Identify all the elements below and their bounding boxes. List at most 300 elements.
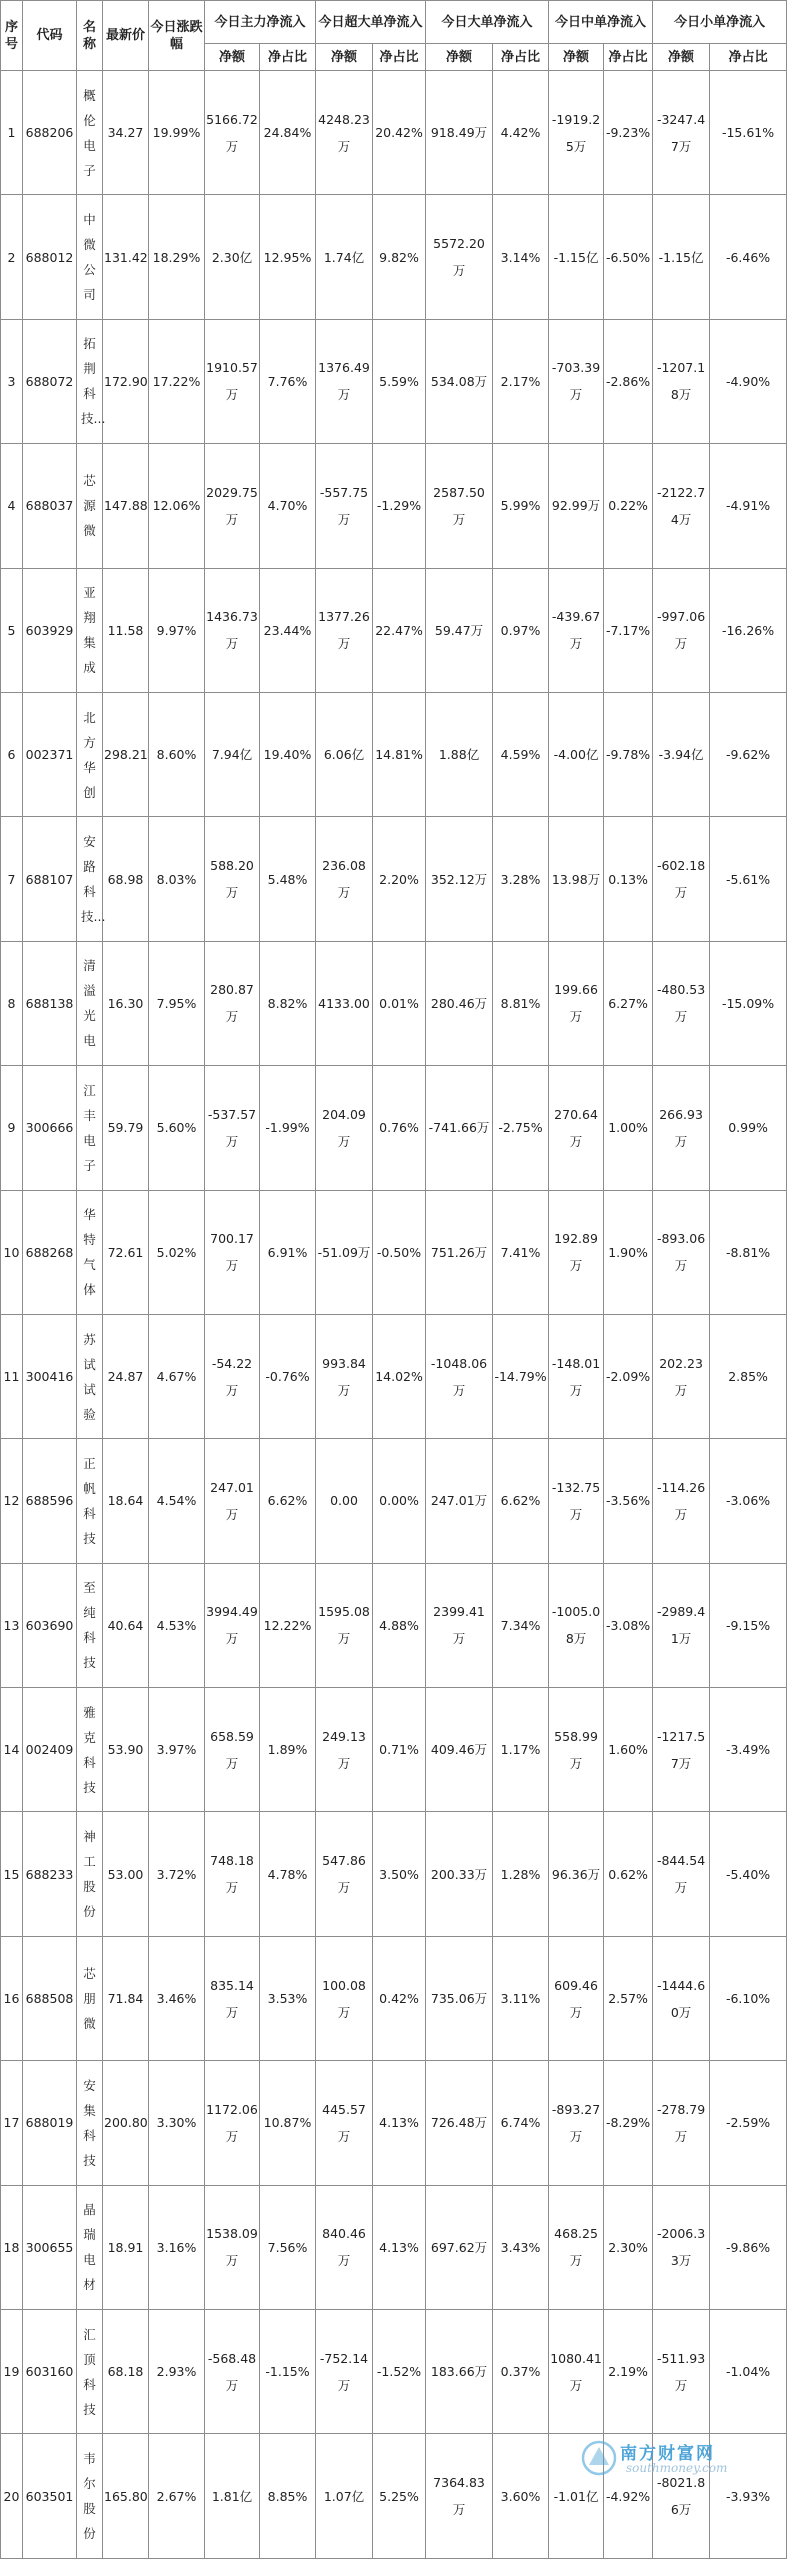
super-net-amount: -752.14万 — [316, 2310, 373, 2434]
main-net-amount: 7.94亿 — [205, 692, 260, 816]
row-index: 10 — [1, 1190, 23, 1314]
small-net-ratio: -8.81% — [710, 1190, 787, 1314]
latest-price: 53.00 — [103, 1812, 149, 1936]
table-row — [1, 319, 787, 443]
table-row — [1, 1688, 787, 1812]
main-net-amount: 1436.73万 — [205, 568, 260, 692]
table-row — [1, 444, 787, 568]
stock-name: 华特气体 — [77, 1190, 103, 1314]
stock-code: 688508 — [23, 1936, 77, 2060]
latest-price: 18.64 — [103, 1439, 149, 1563]
super-net-amount: -51.09万 — [316, 1190, 373, 1314]
stock-code: 688268 — [23, 1190, 77, 1314]
super-net-ratio: 22.47% — [373, 568, 426, 692]
medium-net-amount: -703.39万 — [549, 319, 604, 443]
table-row — [1, 2185, 787, 2309]
small-net-ratio: -15.61% — [710, 71, 787, 195]
change-pct: 5.60% — [149, 1066, 205, 1190]
row-index: 7 — [1, 817, 23, 941]
stock-code: 688019 — [23, 2061, 77, 2185]
medium-net-amount: -1.15亿 — [549, 195, 604, 319]
change-pct: 8.60% — [149, 692, 205, 816]
table-row — [1, 1936, 787, 2060]
super-net-amount: 100.08万 — [316, 1936, 373, 2060]
table-row — [1, 941, 787, 1065]
super-net-amount: 445.57万 — [316, 2061, 373, 2185]
main-net-ratio: 3.53% — [260, 1936, 316, 2060]
header-code: 代码 — [23, 1, 77, 71]
subheader-net-amount: 净额 — [426, 44, 493, 71]
change-pct: 18.29% — [149, 195, 205, 319]
main-net-ratio: 10.87% — [260, 2061, 316, 2185]
stock-name: 神工股份 — [77, 1812, 103, 1936]
header-medium-flow: 今日中单净流入 — [549, 1, 653, 44]
large-net-amount: 697.62万 — [426, 2185, 493, 2309]
small-net-ratio: -3.93% — [710, 2434, 787, 2558]
small-net-amount: 266.93万 — [653, 1066, 710, 1190]
header-index: 序号 — [1, 1, 23, 71]
small-net-amount: -1.15亿 — [653, 195, 710, 319]
medium-net-ratio: 1.60% — [604, 1688, 653, 1812]
medium-net-ratio: 1.90% — [604, 1190, 653, 1314]
small-net-ratio: -9.62% — [710, 692, 787, 816]
large-net-ratio: 0.37% — [493, 2310, 549, 2434]
small-net-amount: -3.94亿 — [653, 692, 710, 816]
latest-price: 24.87 — [103, 1314, 149, 1438]
main-net-ratio: 23.44% — [260, 568, 316, 692]
medium-net-amount: 270.64万 — [549, 1066, 604, 1190]
header-price: 最新价 — [103, 1, 149, 71]
large-net-amount: 751.26万 — [426, 1190, 493, 1314]
main-net-ratio: -1.15% — [260, 2310, 316, 2434]
stock-name: 北方华创 — [77, 692, 103, 816]
medium-net-amount: 92.99万 — [549, 444, 604, 568]
medium-net-ratio: 2.57% — [604, 1936, 653, 2060]
super-net-ratio: 0.76% — [373, 1066, 426, 1190]
latest-price: 131.42 — [103, 195, 149, 319]
latest-price: 298.21 — [103, 692, 149, 816]
table-row — [1, 2434, 787, 2558]
table-row — [1, 1439, 787, 1563]
large-net-amount: 200.33万 — [426, 1812, 493, 1936]
small-net-ratio: -5.40% — [710, 1812, 787, 1936]
subheader-net-ratio: 净占比 — [604, 44, 653, 71]
small-net-amount: -114.26万 — [653, 1439, 710, 1563]
large-net-amount: 918.49万 — [426, 71, 493, 195]
super-net-amount: 6.06亿 — [316, 692, 373, 816]
large-net-amount: 5572.20万 — [426, 195, 493, 319]
change-pct: 3.16% — [149, 2185, 205, 2309]
table-row — [1, 1190, 787, 1314]
main-net-amount: 1538.09万 — [205, 2185, 260, 2309]
super-net-amount: 236.08万 — [316, 817, 373, 941]
super-net-ratio: 14.02% — [373, 1314, 426, 1438]
latest-price: 53.90 — [103, 1688, 149, 1812]
super-net-ratio: 20.42% — [373, 71, 426, 195]
stock-name: 安路科技... — [77, 817, 103, 941]
large-net-amount: 247.01万 — [426, 1439, 493, 1563]
stock-code: 688072 — [23, 319, 77, 443]
super-net-amount: 1.07亿 — [316, 2434, 373, 2558]
large-net-amount: 2399.41万 — [426, 1563, 493, 1687]
change-pct: 3.30% — [149, 2061, 205, 2185]
stock-code: 688012 — [23, 195, 77, 319]
main-net-amount: -54.22万 — [205, 1314, 260, 1438]
small-net-ratio: -4.90% — [710, 319, 787, 443]
stock-name: 正帆科技 — [77, 1439, 103, 1563]
main-net-amount: 1910.57万 — [205, 319, 260, 443]
latest-price: 11.58 — [103, 568, 149, 692]
stock-name: 芯源微 — [77, 444, 103, 568]
subheader-net-amount: 净额 — [316, 44, 373, 71]
medium-net-amount: -1005.08万 — [549, 1563, 604, 1687]
table-row — [1, 817, 787, 941]
stock-code: 603160 — [23, 2310, 77, 2434]
small-net-amount: -893.06万 — [653, 1190, 710, 1314]
change-pct: 19.99% — [149, 71, 205, 195]
small-net-ratio: -6.10% — [710, 1936, 787, 2060]
stock-name: 苏试试验 — [77, 1314, 103, 1438]
stock-code: 688107 — [23, 817, 77, 941]
watermark-en: southmoney.com — [626, 2461, 728, 2475]
large-net-amount: 534.08万 — [426, 319, 493, 443]
super-net-amount: 840.46万 — [316, 2185, 373, 2309]
medium-net-amount: -132.75万 — [549, 1439, 604, 1563]
medium-net-amount: 468.25万 — [549, 2185, 604, 2309]
large-net-ratio: 7.41% — [493, 1190, 549, 1314]
row-index: 17 — [1, 2061, 23, 2185]
large-net-amount: 280.46万 — [426, 941, 493, 1065]
large-net-ratio: -2.75% — [493, 1066, 549, 1190]
subheader-net-amount: 净额 — [205, 44, 260, 71]
row-index: 15 — [1, 1812, 23, 1936]
medium-net-ratio: 1.00% — [604, 1066, 653, 1190]
large-net-ratio: 7.34% — [493, 1563, 549, 1687]
stock-code: 688037 — [23, 444, 77, 568]
stock-name: 芯朋微 — [77, 1936, 103, 2060]
super-net-ratio: 0.71% — [373, 1688, 426, 1812]
row-index: 9 — [1, 1066, 23, 1190]
stock-name: 江丰电子 — [77, 1066, 103, 1190]
table-row — [1, 692, 787, 816]
stock-code: 002409 — [23, 1688, 77, 1812]
table-row — [1, 2310, 787, 2434]
latest-price: 18.91 — [103, 2185, 149, 2309]
row-index: 11 — [1, 1314, 23, 1438]
latest-price: 34.27 — [103, 71, 149, 195]
super-net-ratio: 14.81% — [373, 692, 426, 816]
stock-code: 002371 — [23, 692, 77, 816]
row-index: 4 — [1, 444, 23, 568]
small-net-ratio: -1.04% — [710, 2310, 787, 2434]
row-index: 8 — [1, 941, 23, 1065]
medium-net-amount: -1.01亿 — [549, 2434, 604, 2558]
super-net-ratio: 0.00% — [373, 1439, 426, 1563]
medium-net-amount: 199.66万 — [549, 941, 604, 1065]
medium-net-ratio: 0.22% — [604, 444, 653, 568]
medium-net-ratio: 2.19% — [604, 2310, 653, 2434]
latest-price: 147.88 — [103, 444, 149, 568]
main-net-ratio: 7.76% — [260, 319, 316, 443]
super-net-amount: 993.84万 — [316, 1314, 373, 1438]
main-net-amount: 835.14万 — [205, 1936, 260, 2060]
super-net-ratio: 0.01% — [373, 941, 426, 1065]
change-pct: 8.03% — [149, 817, 205, 941]
change-pct: 9.97% — [149, 568, 205, 692]
small-net-amount: -2122.74万 — [653, 444, 710, 568]
main-net-amount: 280.87万 — [205, 941, 260, 1065]
table-row — [1, 1066, 787, 1190]
main-net-ratio: 24.84% — [260, 71, 316, 195]
header-main-flow: 今日主力净流入 — [205, 1, 316, 44]
small-net-amount: -602.18万 — [653, 817, 710, 941]
large-net-amount: -741.66万 — [426, 1066, 493, 1190]
medium-net-ratio: -8.29% — [604, 2061, 653, 2185]
super-net-amount: 249.13万 — [316, 1688, 373, 1812]
subheader-net-amount: 净额 — [549, 44, 604, 71]
stock-code: 688233 — [23, 1812, 77, 1936]
large-net-amount: 409.46万 — [426, 1688, 493, 1812]
main-net-ratio: -1.99% — [260, 1066, 316, 1190]
main-net-amount: 588.20万 — [205, 817, 260, 941]
row-index: 18 — [1, 2185, 23, 2309]
super-net-ratio: -0.50% — [373, 1190, 426, 1314]
main-net-amount: 5166.72万 — [205, 71, 260, 195]
small-net-ratio: 0.99% — [710, 1066, 787, 1190]
medium-net-amount: 609.46万 — [549, 1936, 604, 2060]
main-net-ratio: 4.78% — [260, 1812, 316, 1936]
main-net-ratio: 19.40% — [260, 692, 316, 816]
super-net-amount: 4248.23万 — [316, 71, 373, 195]
medium-net-amount: 558.99万 — [549, 1688, 604, 1812]
main-net-amount: 658.59万 — [205, 1688, 260, 1812]
small-net-ratio: -9.86% — [710, 2185, 787, 2309]
header-change: 今日涨跌幅 — [149, 1, 205, 71]
super-net-amount: 0.00 — [316, 1439, 373, 1563]
large-net-ratio: 1.17% — [493, 1688, 549, 1812]
header-name: 名称 — [77, 1, 103, 71]
super-net-ratio: 2.20% — [373, 817, 426, 941]
medium-net-ratio: -2.09% — [604, 1314, 653, 1438]
super-net-amount: 204.09万 — [316, 1066, 373, 1190]
stock-name: 概伦电子 — [77, 71, 103, 195]
change-pct: 3.72% — [149, 1812, 205, 1936]
super-net-ratio: 5.59% — [373, 319, 426, 443]
subheader-net-ratio: 净占比 — [710, 44, 787, 71]
row-index: 3 — [1, 319, 23, 443]
small-net-amount: -511.93万 — [653, 2310, 710, 2434]
row-index: 20 — [1, 2434, 23, 2558]
stock-code: 300416 — [23, 1314, 77, 1438]
main-net-amount: 700.17万 — [205, 1190, 260, 1314]
header-small-flow: 今日小单净流入 — [653, 1, 787, 44]
medium-net-amount: 1080.41万 — [549, 2310, 604, 2434]
main-net-ratio: 5.48% — [260, 817, 316, 941]
large-net-ratio: 3.43% — [493, 2185, 549, 2309]
large-net-amount: 7364.83万 — [426, 2434, 493, 2558]
table-row — [1, 1314, 787, 1438]
subheader-net-amount: 净额 — [653, 44, 710, 71]
small-net-amount: 202.23万 — [653, 1314, 710, 1438]
medium-net-ratio: -4.92% — [604, 2434, 653, 2558]
large-net-ratio: 2.17% — [493, 319, 549, 443]
medium-net-amount: -893.27万 — [549, 2061, 604, 2185]
small-net-ratio: 2.85% — [710, 1314, 787, 1438]
latest-price: 172.90 — [103, 319, 149, 443]
medium-net-amount: 13.98万 — [549, 817, 604, 941]
large-net-ratio: 5.99% — [493, 444, 549, 568]
small-net-ratio: -2.59% — [710, 2061, 787, 2185]
change-pct: 2.67% — [149, 2434, 205, 2558]
medium-net-ratio: -7.17% — [604, 568, 653, 692]
latest-price: 200.80 — [103, 2061, 149, 2185]
small-net-amount: -1217.57万 — [653, 1688, 710, 1812]
row-index: 14 — [1, 1688, 23, 1812]
super-net-ratio: 4.13% — [373, 2061, 426, 2185]
stock-name: 至纯科技 — [77, 1563, 103, 1687]
medium-net-ratio: 0.13% — [604, 817, 653, 941]
medium-net-amount: -148.01万 — [549, 1314, 604, 1438]
super-net-amount: 547.86万 — [316, 1812, 373, 1936]
large-net-ratio: 8.81% — [493, 941, 549, 1065]
small-net-amount: -278.79万 — [653, 2061, 710, 2185]
main-net-ratio: 8.85% — [260, 2434, 316, 2558]
medium-net-amount: -1919.25万 — [549, 71, 604, 195]
medium-net-ratio: 2.30% — [604, 2185, 653, 2309]
table-row — [1, 195, 787, 319]
change-pct: 17.22% — [149, 319, 205, 443]
super-net-ratio: 4.13% — [373, 2185, 426, 2309]
main-net-ratio: 6.91% — [260, 1190, 316, 1314]
change-pct: 3.46% — [149, 1936, 205, 2060]
stock-name: 韦尔股份 — [77, 2434, 103, 2558]
small-net-amount: -3247.47万 — [653, 71, 710, 195]
large-net-ratio: 4.59% — [493, 692, 549, 816]
row-index: 19 — [1, 2310, 23, 2434]
super-net-ratio: 3.50% — [373, 1812, 426, 1936]
latest-price: 72.61 — [103, 1190, 149, 1314]
small-net-ratio: -4.91% — [710, 444, 787, 568]
header-super-flow: 今日超大单净流入 — [316, 1, 426, 44]
small-net-ratio: -9.15% — [710, 1563, 787, 1687]
medium-net-ratio: 0.62% — [604, 1812, 653, 1936]
medium-net-amount: 192.89万 — [549, 1190, 604, 1314]
small-net-ratio: -15.09% — [710, 941, 787, 1065]
table-row — [1, 1812, 787, 1936]
stock-code: 300655 — [23, 2185, 77, 2309]
latest-price: 68.18 — [103, 2310, 149, 2434]
latest-price: 40.64 — [103, 1563, 149, 1687]
large-net-ratio: 6.62% — [493, 1439, 549, 1563]
change-pct: 4.53% — [149, 1563, 205, 1687]
table-row — [1, 1563, 787, 1687]
large-net-amount: 59.47万 — [426, 568, 493, 692]
stock-name: 晶瑞电材 — [77, 2185, 103, 2309]
medium-net-amount: -4.00亿 — [549, 692, 604, 816]
medium-net-ratio: -9.78% — [604, 692, 653, 816]
change-pct: 5.02% — [149, 1190, 205, 1314]
large-net-amount: -1048.06万 — [426, 1314, 493, 1438]
medium-net-ratio: -9.23% — [604, 71, 653, 195]
table-row — [1, 2061, 787, 2185]
stock-code: 300666 — [23, 1066, 77, 1190]
stock-name: 安集科技 — [77, 2061, 103, 2185]
stock-code: 688206 — [23, 71, 77, 195]
super-net-amount: -557.75万 — [316, 444, 373, 568]
change-pct: 7.95% — [149, 941, 205, 1065]
small-net-ratio: -3.49% — [710, 1688, 787, 1812]
super-net-amount: 1595.08万 — [316, 1563, 373, 1687]
super-net-amount: 1376.49万 — [316, 319, 373, 443]
small-net-ratio: -3.06% — [710, 1439, 787, 1563]
small-net-ratio: -6.46% — [710, 195, 787, 319]
stock-name: 清溢光电 — [77, 941, 103, 1065]
large-net-ratio: 3.28% — [493, 817, 549, 941]
small-net-amount: -480.53万 — [653, 941, 710, 1065]
subheader-net-ratio: 净占比 — [373, 44, 426, 71]
main-net-amount: 1.81亿 — [205, 2434, 260, 2558]
large-net-amount: 183.66万 — [426, 2310, 493, 2434]
main-net-amount: 3994.49万 — [205, 1563, 260, 1687]
main-net-amount: 247.01万 — [205, 1439, 260, 1563]
subheader-net-ratio: 净占比 — [493, 44, 549, 71]
main-net-ratio: 12.22% — [260, 1563, 316, 1687]
main-net-ratio: 8.82% — [260, 941, 316, 1065]
large-net-ratio: 0.97% — [493, 568, 549, 692]
small-net-amount: -844.54万 — [653, 1812, 710, 1936]
latest-price: 68.98 — [103, 817, 149, 941]
stock-code: 688596 — [23, 1439, 77, 1563]
large-net-ratio: 3.14% — [493, 195, 549, 319]
large-net-amount: 352.12万 — [426, 817, 493, 941]
large-net-ratio: 6.74% — [493, 2061, 549, 2185]
main-net-amount: -568.48万 — [205, 2310, 260, 2434]
main-net-amount: 1172.06万 — [205, 2061, 260, 2185]
stock-code: 688138 — [23, 941, 77, 1065]
change-pct: 12.06% — [149, 444, 205, 568]
main-net-amount: 748.18万 — [205, 1812, 260, 1936]
stock-code: 603929 — [23, 568, 77, 692]
main-net-amount: 2.30亿 — [205, 195, 260, 319]
row-index: 13 — [1, 1563, 23, 1687]
small-net-amount: -2006.33万 — [653, 2185, 710, 2309]
latest-price: 16.30 — [103, 941, 149, 1065]
large-net-ratio: 1.28% — [493, 1812, 549, 1936]
change-pct: 2.93% — [149, 2310, 205, 2434]
large-net-amount: 726.48万 — [426, 2061, 493, 2185]
medium-net-ratio: 6.27% — [604, 941, 653, 1065]
large-net-ratio: 3.11% — [493, 1936, 549, 2060]
super-net-ratio: 4.88% — [373, 1563, 426, 1687]
main-net-ratio: 12.95% — [260, 195, 316, 319]
large-net-amount: 1.88亿 — [426, 692, 493, 816]
latest-price: 71.84 — [103, 1936, 149, 2060]
stock-name: 亚翔集成 — [77, 568, 103, 692]
table-row — [1, 71, 787, 195]
small-net-amount: -8021.86万 — [653, 2434, 710, 2558]
super-net-ratio: 5.25% — [373, 2434, 426, 2558]
super-net-ratio: -1.52% — [373, 2310, 426, 2434]
medium-net-ratio: -2.86% — [604, 319, 653, 443]
main-net-ratio: 4.70% — [260, 444, 316, 568]
super-net-amount: 1377.26万 — [316, 568, 373, 692]
small-net-ratio: -16.26% — [710, 568, 787, 692]
small-net-amount: -2989.41万 — [653, 1563, 710, 1687]
row-index: 6 — [1, 692, 23, 816]
row-index: 16 — [1, 1936, 23, 2060]
super-net-ratio: 9.82% — [373, 195, 426, 319]
change-pct: 3.97% — [149, 1688, 205, 1812]
